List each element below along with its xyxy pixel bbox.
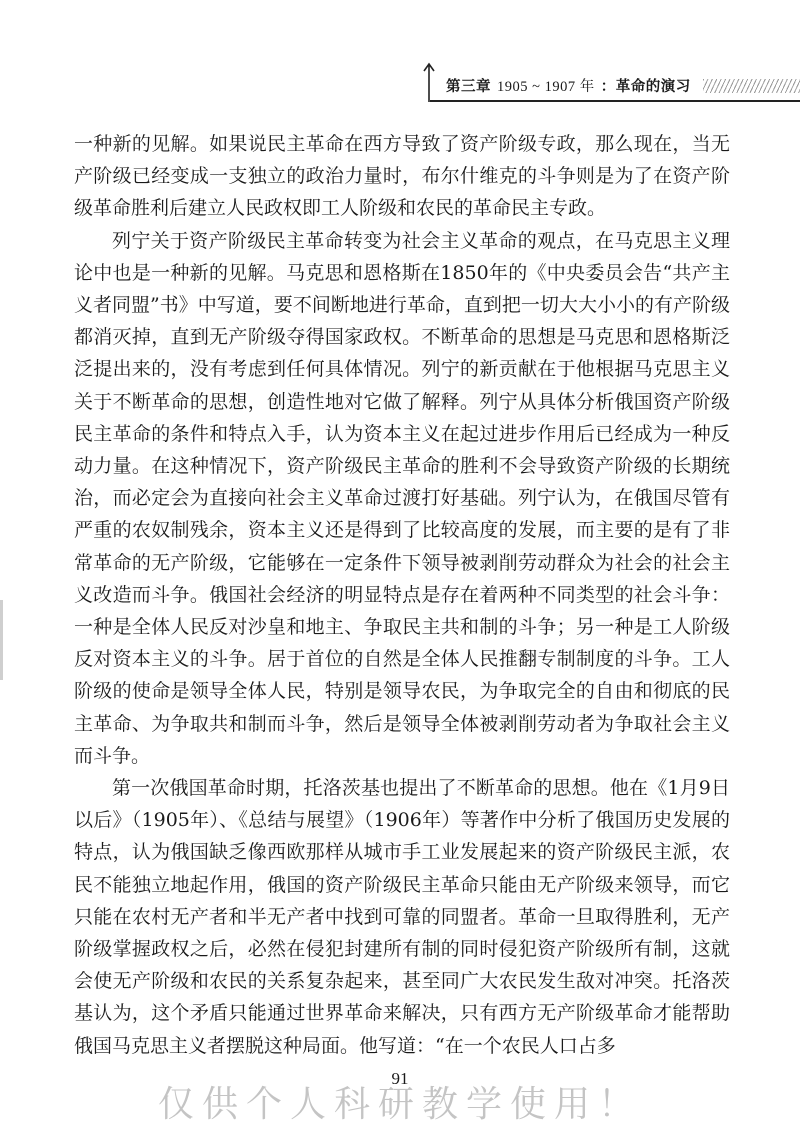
chapter-label: 第三章 xyxy=(446,79,491,95)
watermark: 仅供个人科研教学使用！ xyxy=(157,1084,642,1125)
chapter-years: 1905 ~ 1907 年 xyxy=(497,79,595,95)
chapter-topic: 革命的演习 xyxy=(615,79,691,95)
arrow-up-icon xyxy=(422,62,436,104)
paragraph-continued: 一种新的见解。如果说民主革命在西方导致了资产阶级专政，那么现在，当无产阶级已经变成一支独立的政治力量时，布尔什维克的斗争则是为了在资产阶级革命胜利后建立人民政权即工人阶级和农民的革命民主专政。 xyxy=(74,133,730,220)
header-rule xyxy=(430,100,800,102)
scan-edge-shadow xyxy=(0,600,3,680)
paragraph: 第一次俄国革命时期，托洛茨基也提出了不断革命的思想。他在《1月9日以后》（1905年）、《总结与展望》（1906年）等著作中分析了俄国历史发展的特点，认为俄国缺乏像西欧那样从城市手工业发展起来的资产阶级民主派，农民不能独立地起作用，俄国的资产阶级民主革命只能由无产阶级来领导，而它只能在农村无产者和半无产者中找到可靠的同盟者。革命一旦取得胜利，无产阶级掌握政权之后，必然在侵犯封建所有制的同时侵犯资产阶级所有制，这就会使无产阶级和农民的关系复杂起来，甚至同广大农民发生敌对冲突。托洛茨基认为，这个矛盾只能通过世界革命来解决，只有西方无产阶级革命才能帮助俄国马克思主义者摆脱这种局面。他写道：“在一个农民人口占多 xyxy=(74,777,730,1057)
paragraph: 列宁关于资产阶级民主革命转变为社会主义革命的观点，在马克思主义理论中也是一种新的见解。马克思和恩格斯在1850年的《中央委员会告“共产主义者同盟”书》中写道，要不间断地进行革命，直到把一切大大小小的有产阶级都消灭掉，直到无产阶级夺得国家政权。不断革命的思想是马克思和恩格斯泛泛提出来的，没有考虑到任何具体情况。列宁的新贡献在于他根据马克思主义关于不断革命的思想，创造性地对它做了解释。列宁从具体分析俄国资产阶级民主革命的条件和特点入手，认为资本主义在起过进步作用后已经成为一种反动力量。在这种情况下，资产阶级民主革命的胜利不会导致资产阶级的长期统治，而必定会为直接向社会主义革命过渡打好基础。列宁认为，在俄国尽管有严重的农奴制残余，资本主义还是得到了比较高度的发展，而主要的是有了非常革命的无产阶级，它能够在一定条件下领导被剥削劳动群众为社会的社会主义改造而斗争。俄国社会经济的明显特点是存在着两种不同类型的社会斗争：一种是全体人民反对沙皇和地主、争取民主共和制的斗争；另一种是工人阶级反对资本主义的斗争。居于首位的自然是全体人民推翻专制制度的斗争。工人阶级的使命是领导全体人民，特别是领导农民，为争取完全的自由和彻底的民主革命、为争取共和制而斗争，然后是领导全体被剥削劳动者为争取社会主义而斗争。 xyxy=(74,229,730,767)
chapter-separator: ： xyxy=(600,79,616,95)
page-body xyxy=(74,128,730,1062)
running-header xyxy=(420,62,800,110)
chapter-title xyxy=(446,75,691,96)
header-hatch-decoration xyxy=(703,79,800,93)
page-number: 91 xyxy=(391,1069,409,1088)
